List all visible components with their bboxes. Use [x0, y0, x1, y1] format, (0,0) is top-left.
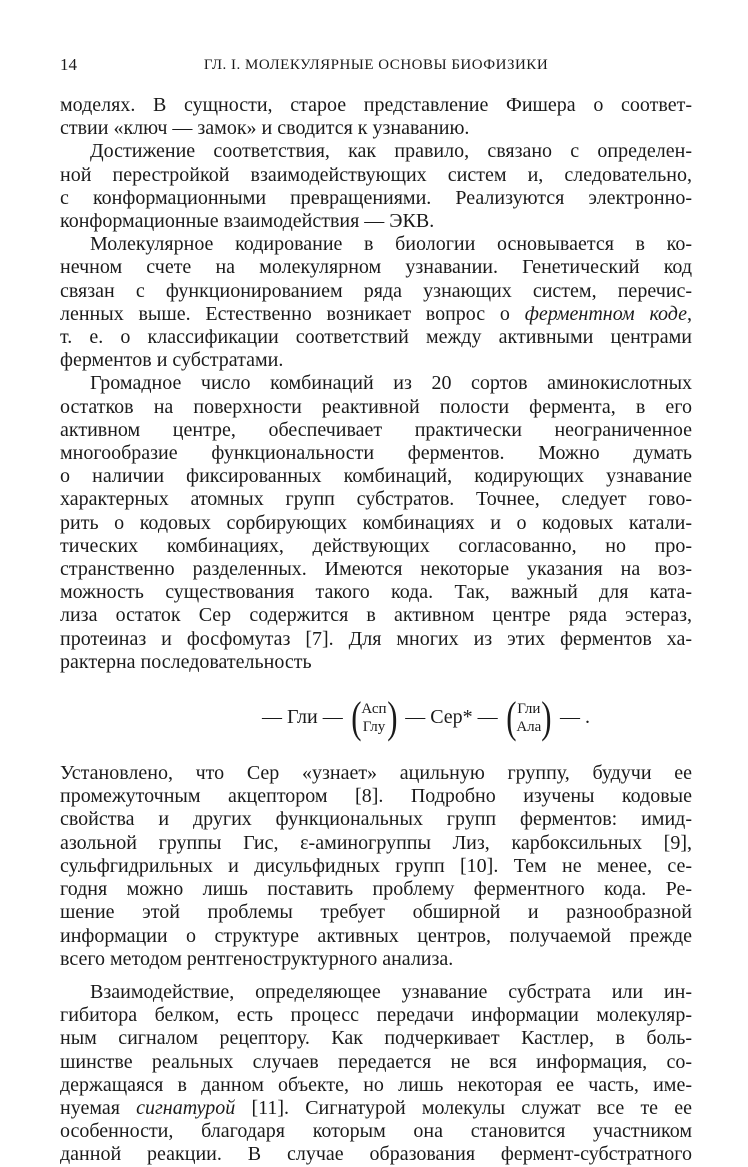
- formula-part: — Сер* —: [405, 706, 498, 729]
- text-line: конформационные взаимодействия — ЭКВ.: [60, 210, 435, 233]
- text-line: Взаимодействие, определяющее узнавание субстрата или ин-: [90, 980, 692, 1003]
- formula-top: Гли: [517, 701, 541, 718]
- text-line: данной реакции. В случае образования фермент-субстратного: [60, 1143, 692, 1166]
- text-line: тических комбинациях, действующих согласованно, но про-: [60, 534, 692, 557]
- text-line: ным сигналом рецептору. Как подчеркивает Кастлер, в боль-: [60, 1027, 692, 1050]
- text-line: ствии «ключ — замок» и сводится к узнаванию.: [60, 117, 470, 140]
- page-header: [60, 52, 692, 78]
- formula-bottom: Глу: [362, 719, 386, 736]
- paragraph-6: [60, 981, 692, 1167]
- text-line: Достижение соответствия, как правило, связано с определен-: [90, 140, 692, 163]
- paragraph-1: [60, 94, 692, 140]
- formula-part: — .: [559, 706, 590, 729]
- text-line: сульфгидрильных и дисульфидных групп [10]. Тем не менее, се-: [60, 854, 692, 877]
- text-line: информации о структуре активных центров, получаемой прежде: [60, 924, 692, 947]
- paragraph-4: [60, 372, 692, 674]
- formula-top: Асп: [361, 701, 387, 718]
- text-line: ферментов и субстратами.: [60, 349, 284, 372]
- text-run: ленных выше. Естественно возникает вопрос о: [60, 302, 525, 325]
- page-number: 14: [60, 55, 77, 74]
- text-line: промежуточным акцептором [8]. Подробно изучены кодовые: [60, 785, 692, 808]
- text-line: [60, 1097, 692, 1120]
- text-line: всего методом рентгеноструктурного анализа.: [60, 947, 454, 970]
- text-line: можность существования такого кода. Так, важный для ката-: [60, 581, 692, 604]
- text-line: особенности, благодаря которым она становится участником: [60, 1120, 692, 1143]
- text-line: гибитора белком, есть процесс передачи информации молекуляр-: [60, 1004, 692, 1027]
- text-line: шение этой проблемы требует обширной и разнообразной: [60, 901, 692, 924]
- amino-acid-sequence-formula: [60, 686, 692, 750]
- paragraph-2: [60, 140, 692, 233]
- text-line: с конформационными превращениями. Реализуются электронно-: [60, 186, 692, 209]
- text-line: нечном счете на молекулярном узнавании. Генетический код: [60, 256, 692, 279]
- formula-part: — Гли —: [262, 706, 343, 729]
- left-paren: (: [350, 693, 362, 743]
- text-line: Установлено, что Сер «узнает» ацильную группу, будучи ее: [60, 762, 692, 785]
- text-line: остатков на поверхности реактивной полости фермента, в его: [60, 395, 692, 418]
- text-line: т. е. о классификации соответствий между активными центрами: [60, 326, 692, 349]
- right-paren: ): [386, 693, 398, 743]
- formula-bottom: Ала: [516, 719, 542, 736]
- text-line: многообразие функциональности ферментов. Можно думать: [60, 442, 692, 465]
- text-line: активном центре, обеспечивает практически неограниченное: [60, 418, 692, 441]
- text-line: странственно разделенных. Имеются некоторые указания на воз-: [60, 558, 692, 581]
- text-line: азольной группы Гис, ε-аминогруппы Лиз, карбоксильных [9],: [60, 831, 692, 854]
- text-line: моделях. В сущности, старое представление Фишера о соответ-: [60, 94, 692, 116]
- text-run: нуемая: [60, 1096, 137, 1119]
- text-line: [60, 303, 692, 326]
- body-text: [60, 94, 692, 1167]
- text-line: связан с функционированием ряда узнающих систем, перечис-: [60, 279, 692, 302]
- text-line: годня можно лишь поставить проблему ферментного кода. Ре-: [60, 878, 692, 901]
- text-line: ной перестройкой взаимодействующих систем и, следовательно,: [60, 163, 692, 186]
- text-line: Молекулярное кодирование в биологии основывается в ко-: [90, 233, 692, 256]
- text-line: рить о кодовых сорбирующих комбинациях и о кодовых катали-: [60, 511, 692, 534]
- text-line: держащаяся в данном объекте, но лишь некоторая ее часть, име-: [60, 1073, 692, 1096]
- text-run: [11]. Сигнатурой молекулы служат все те ее: [235, 1096, 692, 1119]
- emphasis-term: ферментном коде: [524, 302, 688, 325]
- text-line: характерных атомных групп субстратов. Точнее, следует гово-: [60, 488, 692, 511]
- emphasis-term: сигнатурой: [136, 1096, 236, 1119]
- text-run: ,: [687, 302, 693, 325]
- text-line: Громадное число комбинаций из 20 сортов аминокислотных: [90, 372, 692, 395]
- text-line: лиза остаток Сер содержится в активном центре ряда эстераз,: [60, 604, 692, 627]
- text-line: протеиназ и фосфомутаз [7]. Для многих из этих ферментов ха-: [60, 627, 692, 650]
- formula-alternatives: [361, 700, 386, 736]
- text-line: свойства и других функциональных групп ферментов: имид-: [60, 808, 692, 831]
- paragraph-5: [60, 762, 692, 971]
- text-line: шинстве реальных случаев передается не вся информация, со-: [60, 1050, 692, 1073]
- text-line: о наличии фиксированных комбинаций, кодирующих узнавание: [60, 465, 692, 488]
- formula-alternatives: [516, 700, 541, 736]
- left-paren: (: [505, 693, 517, 743]
- paragraph-3: [60, 233, 692, 372]
- text-line: рактерна последовательность: [60, 650, 312, 673]
- running-head: ГЛ. I. МОЛЕКУЛЯРНЫЕ ОСНОВЫ БИОФИЗИКИ: [203, 57, 549, 73]
- right-paren: ): [541, 693, 552, 743]
